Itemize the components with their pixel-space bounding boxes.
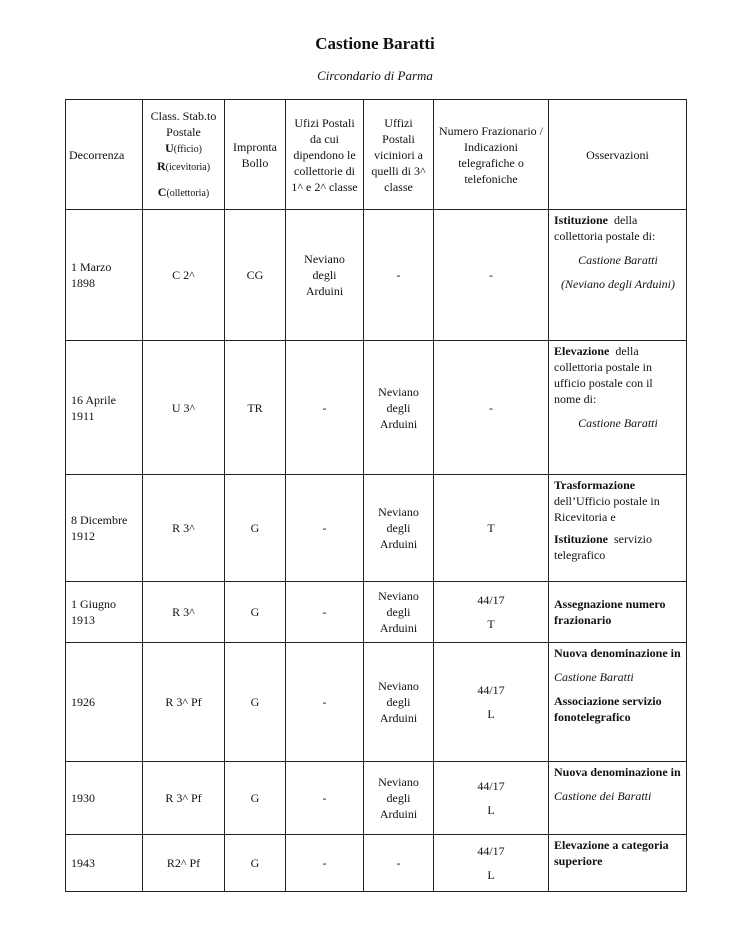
- numero-cell: [434, 835, 549, 892]
- postal-register-table: [65, 99, 687, 892]
- ufizi-cell: -: [286, 643, 364, 762]
- date-line: 1943: [71, 856, 95, 870]
- obs-bold: Istituzione: [554, 532, 608, 546]
- obs-bold: Elevazione a categoria superiore: [554, 838, 669, 868]
- table-row: [66, 341, 687, 475]
- table-row: [66, 582, 687, 643]
- table-row: [66, 475, 687, 582]
- uffizi-cell: [364, 762, 434, 835]
- date-line: 8 Dicembre: [71, 513, 128, 527]
- bollo-cell: G: [225, 475, 286, 582]
- uffizi-line: degli: [386, 605, 411, 619]
- header-class-c-small: (ollettoria): [166, 187, 210, 199]
- date-line: 1898: [71, 276, 95, 290]
- uffizi-line: Arduini: [379, 621, 418, 635]
- observations-cell: [549, 762, 687, 835]
- header-class-c: C: [157, 184, 167, 199]
- numero-line: 44/17: [477, 593, 505, 607]
- date-line: 1913: [71, 613, 95, 627]
- numero-cell: -: [434, 210, 549, 341]
- table-row: [66, 835, 687, 892]
- observations-cell: [549, 582, 687, 643]
- obs-italic: (Neviano degli Arduini): [561, 277, 675, 291]
- obs-italic: Castione dei Baratti: [554, 789, 652, 803]
- class-cell: R 3^ Pf: [143, 762, 225, 835]
- date-line: 1930: [71, 791, 95, 805]
- table-row: [66, 643, 687, 762]
- date-line: 16 Aprile: [71, 392, 116, 407]
- numero-line: L: [487, 868, 495, 882]
- header-uffizi: Uffizi Postali viciniori a quelli di 3^ classe: [364, 100, 434, 210]
- ufizi-cell: -: [286, 762, 364, 835]
- uffizi-cell: [364, 341, 434, 475]
- obs-text: dell’Ufficio postale in Ricevitoria e: [554, 494, 660, 524]
- ufizi-line: Arduini: [305, 284, 344, 298]
- numero-line: T: [487, 617, 495, 631]
- obs-bold: Trasformazione: [554, 478, 636, 492]
- header-class-r-small: (icevitoria): [165, 161, 211, 173]
- bollo-cell: CG: [225, 210, 286, 341]
- uffizi-line: Neviano: [378, 679, 419, 693]
- header-row: [66, 100, 687, 210]
- ufizi-cell: -: [286, 341, 364, 475]
- obs-text: della collettoria postale di:: [554, 213, 656, 243]
- bollo-cell: G: [225, 582, 286, 643]
- header-class-line2: Postale: [166, 124, 201, 139]
- date-cell: [66, 762, 143, 835]
- numero-cell: [434, 762, 549, 835]
- obs-bold: Elevazione: [554, 344, 610, 358]
- header-ufizi: Ufizi Postali da cui dipendono le collettorie di 1^ e 2^ classe: [286, 100, 364, 210]
- numero-line: 44/17: [477, 779, 505, 793]
- observations-cell: [549, 341, 687, 475]
- header-class-u-small: (fficio): [173, 143, 202, 155]
- page-subtitle: Circondario di Parma: [317, 68, 433, 83]
- table-row: [66, 762, 687, 835]
- numero-cell: T: [434, 475, 549, 582]
- uffizi-cell: -: [364, 210, 434, 341]
- uffizi-cell: -: [364, 835, 434, 892]
- uffizi-cell: [364, 475, 434, 582]
- obs-bold: Associazione servizio fonotelegrafico: [554, 694, 662, 724]
- obs-italic: Castione Baratti: [578, 253, 658, 267]
- class-cell: R 3^ Pf: [143, 643, 225, 762]
- bollo-cell: TR: [225, 341, 286, 475]
- header-class-line1: Class. Stab.to: [150, 108, 217, 123]
- numero-line: 44/17: [477, 844, 505, 858]
- uffizi-line: Neviano: [378, 775, 419, 789]
- uffizi-line: degli: [386, 521, 411, 535]
- obs-text: della collettoria postale in ufficio postale con il nome di:: [554, 344, 653, 406]
- header-class: [143, 100, 225, 210]
- observations-cell: [549, 643, 687, 762]
- uffizi-line: degli: [386, 791, 411, 805]
- date-cell: [66, 835, 143, 892]
- header-osservazioni: Osservazioni: [549, 100, 687, 210]
- date-line: 1926: [71, 695, 95, 709]
- numero-cell: -: [434, 341, 549, 475]
- bollo-cell: G: [225, 643, 286, 762]
- uffizi-line: degli: [386, 695, 411, 709]
- observations-cell: [549, 475, 687, 582]
- date-cell: [66, 341, 143, 475]
- obs-italic: Castione Baratti: [578, 416, 658, 430]
- uffizi-line: Arduini: [379, 711, 418, 725]
- numero-line: 44/17: [477, 683, 505, 697]
- uffizi-line: Arduini: [379, 537, 418, 551]
- obs-bold: Nuova denominazione in: [554, 646, 681, 660]
- obs-italic: Castione Baratti: [554, 670, 634, 684]
- observations-cell: [549, 835, 687, 892]
- numero-line: L: [487, 707, 495, 721]
- table-row: [66, 210, 687, 341]
- class-cell: U 3^: [143, 341, 225, 475]
- bollo-cell: G: [225, 762, 286, 835]
- ufizi-line: Neviano: [304, 252, 345, 266]
- header-class-r: R: [156, 158, 166, 173]
- observations-cell: [549, 210, 687, 341]
- header-class-u: U: [165, 140, 174, 155]
- header-impronta: Impronta Bollo: [225, 100, 286, 210]
- date-cell: [66, 475, 143, 582]
- page-title: Castione Baratti: [315, 34, 435, 53]
- date-line: 1911: [71, 408, 95, 423]
- date-line: 1 Giugno: [71, 597, 116, 611]
- class-cell: C 2^: [143, 210, 225, 341]
- class-cell: R2^ Pf: [143, 835, 225, 892]
- header-decorrenza: Decorrenza: [66, 100, 143, 210]
- date-cell: [66, 210, 143, 341]
- ufizi-line: degli: [312, 268, 337, 282]
- ufizi-cell: [286, 210, 364, 341]
- obs-text: servizio telegrafico: [554, 532, 652, 562]
- uffizi-line: Arduini: [379, 416, 418, 431]
- uffizi-line: Neviano: [378, 505, 419, 519]
- uffizi-line: Neviano: [378, 589, 419, 603]
- obs-bold: Istituzione: [554, 213, 608, 227]
- header-numero: Numero Frazionario / Indicazioni telegrafiche o telefoniche: [434, 100, 549, 210]
- ufizi-cell: -: [286, 835, 364, 892]
- date-line: 1912: [71, 529, 95, 543]
- uffizi-line: degli: [386, 400, 411, 415]
- numero-line: L: [487, 803, 495, 817]
- numero-cell: [434, 643, 549, 762]
- uffizi-line: Neviano: [378, 384, 419, 399]
- class-cell: R 3^: [143, 475, 225, 582]
- obs-bold: Assegnazione numero frazionario: [554, 597, 666, 627]
- obs-bold: Nuova denominazione in: [554, 765, 681, 779]
- date-line: 1 Marzo: [71, 260, 112, 274]
- numero-cell: [434, 582, 549, 643]
- uffizi-cell: [364, 582, 434, 643]
- date-cell: [66, 643, 143, 762]
- uffizi-line: Arduini: [379, 807, 418, 821]
- ufizi-cell: -: [286, 582, 364, 643]
- date-cell: [66, 582, 143, 643]
- ufizi-cell: -: [286, 475, 364, 582]
- bollo-cell: G: [225, 835, 286, 892]
- uffizi-cell: [364, 643, 434, 762]
- class-cell: R 3^: [143, 582, 225, 643]
